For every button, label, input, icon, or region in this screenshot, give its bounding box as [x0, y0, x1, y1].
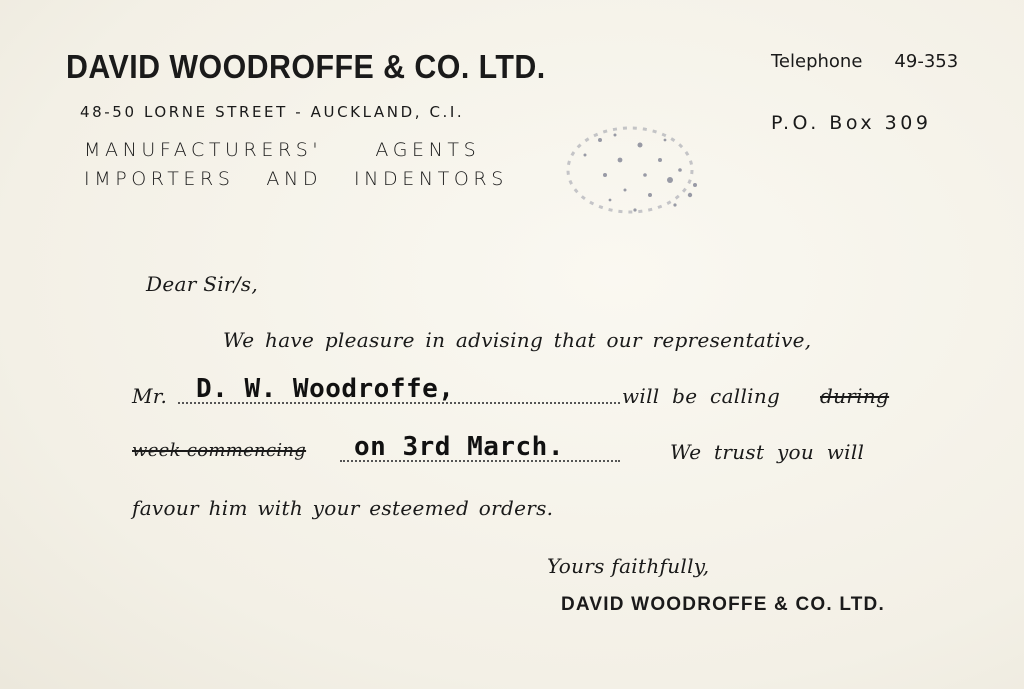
- signature-company: DAVID WOODROFFE & CO. LTD.: [561, 594, 885, 615]
- tagline-line-2: IMPORTERS AND INDENTORS: [84, 168, 508, 190]
- ink-stamp-smudge: [520, 100, 720, 240]
- mr-label: Mr.: [132, 384, 168, 408]
- paragraph-1: We have pleasure in advising that our representative,: [223, 328, 812, 352]
- po-box: P.O. Box 309: [771, 112, 932, 134]
- paragraph-3: favour him with your esteemed orders.: [132, 496, 554, 520]
- telephone-label: Telephone: [771, 51, 863, 72]
- company-name: DAVID WOODROFFE & CO. LTD.: [66, 48, 546, 85]
- trust-text: We trust you will: [670, 440, 865, 464]
- tagline-line-1: MANUFACTURERS' AGENTS: [84, 139, 481, 161]
- calling-text: will be calling: [622, 384, 781, 408]
- telephone-number: 49-353: [894, 51, 959, 72]
- company-address: 48-50 LORNE STREET - AUCKLAND, C.I.: [80, 103, 465, 121]
- typed-date: on 3rd March.: [354, 432, 564, 462]
- telephone-line: [771, 51, 958, 72]
- struck-during: during: [820, 384, 890, 408]
- closing: Yours faithfully,: [547, 554, 710, 578]
- typed-representative-name: D. W. Woodroffe,: [196, 374, 455, 404]
- struck-week-commencing: week commencing: [132, 440, 307, 461]
- greeting: Dear Sir/s,: [146, 272, 259, 296]
